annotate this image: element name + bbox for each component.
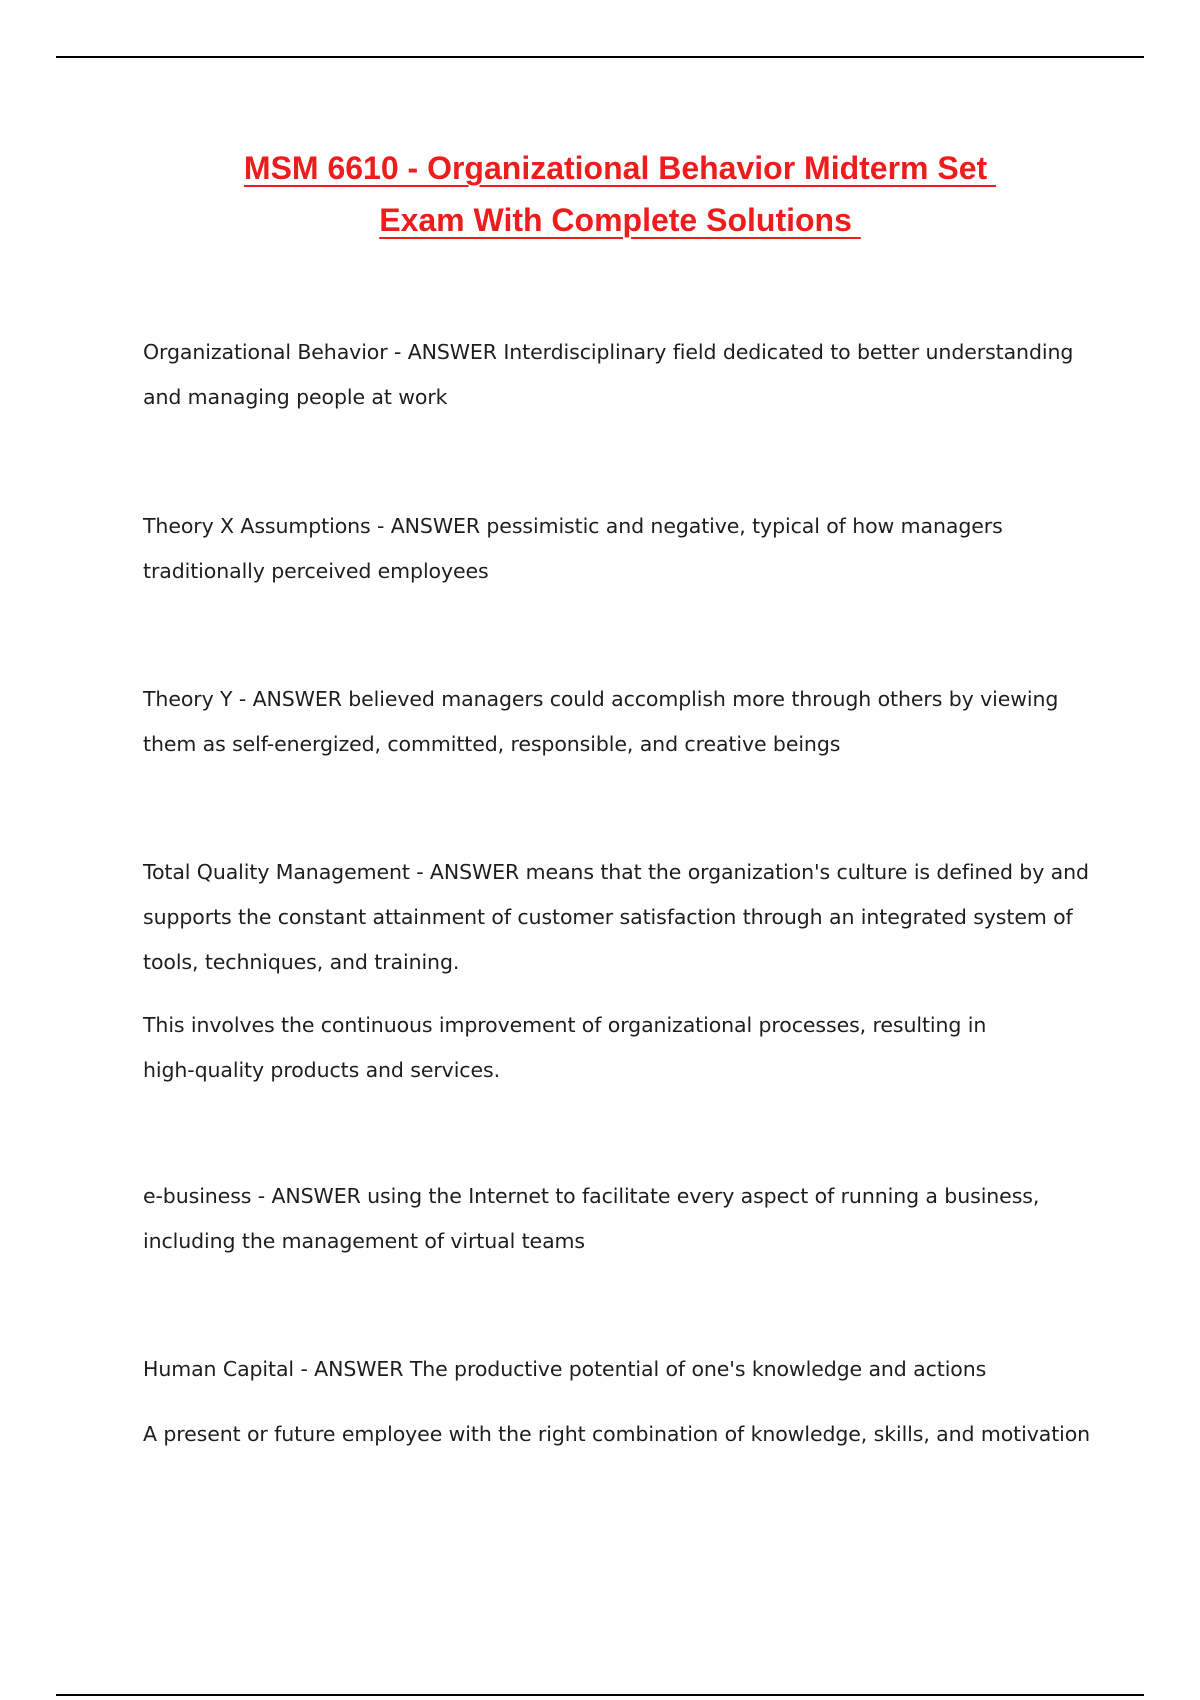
paragraph-tqm-continued [143,1003,1103,1093]
text-line: Theory X Assumptions - ANSWER pessimistic and negative, typical of how managers [143,514,1003,538]
text-line: A present or future employee with the right combination of knowledge, skills, and motivation [143,1422,1091,1446]
text-line: e-business - ANSWER using the Internet to facilitate every aspect of running a business, [143,1184,1040,1208]
title-line-2: Exam With Complete Solutions [379,202,861,238]
title-line-1: MSM 6610 - Organizational Behavior Midterm Set [243,150,997,186]
text-line: This involves the continuous improvement of organizational processes, resulting in [143,1013,987,1037]
text-line: them as self-energized, committed, responsible, and creative beings [143,732,841,756]
text-line: supports the constant attainment of customer satisfaction through an integrated system of [143,905,1073,929]
text-line: tools, techniques, and training. [143,950,460,974]
paragraph-total-quality-management [143,850,1103,985]
text-line: Organizational Behavior - ANSWER Interdisciplinary field dedicated to better understanding [143,340,1074,364]
text-line: Theory Y - ANSWER believed managers could accomplish more through others by viewing [143,687,1059,711]
paragraph-organizational-behavior [143,330,1103,420]
text-line: Total Quality Management - ANSWER means that the organization's culture is defined by and [143,860,1089,884]
bottom-rule [56,1694,1144,1696]
top-rule [56,56,1144,58]
text-line: Human Capital - ANSWER The productive potential of one's knowledge and actions [143,1357,987,1381]
text-line: including the management of virtual teams [143,1229,585,1253]
document-title [0,142,1200,246]
text-line: traditionally perceived employees [143,559,489,583]
paragraph-theory-x [143,504,1103,594]
text-line: and managing people at work [143,385,448,409]
paragraph-e-business [143,1174,1103,1264]
paragraph-human-capital-continued [143,1412,1103,1457]
paragraph-theory-y [143,677,1103,767]
paragraph-human-capital [143,1347,1103,1392]
text-line: high-quality products and services. [143,1058,500,1082]
